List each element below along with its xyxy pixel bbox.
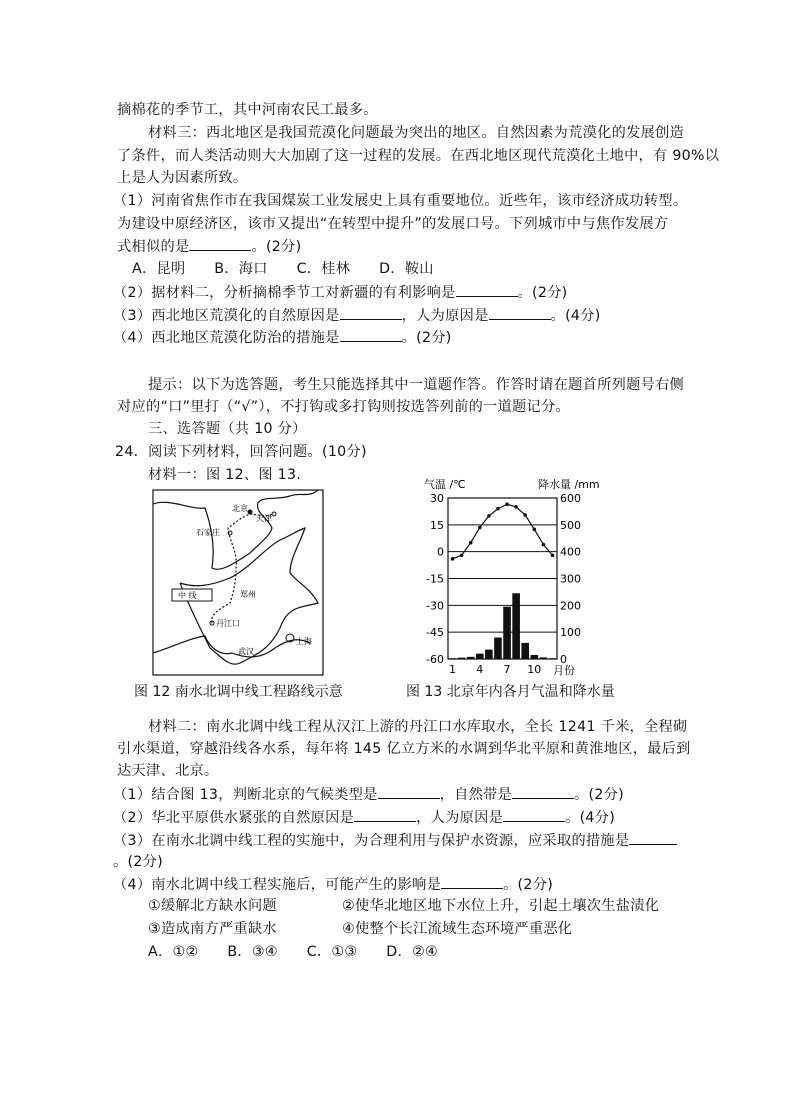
option-c: C．①③ (306, 944, 358, 960)
statement-2: ②使华北地区地下水位上升，引起土壤次生盐渍化 (342, 898, 660, 914)
text-line: 对应的“口”里打（“√”），不打钩或多打钩则按选答列前的一道题记分。 (117, 399, 570, 415)
notice: 提示：以下为选答题，考生只能选择其中一道题作答。作答时请在题首所列题号右侧 (148, 377, 685, 393)
x-axis-title: 月份 (553, 664, 575, 677)
temperature-point (478, 526, 482, 530)
left-tick-label: -15 (426, 572, 444, 586)
temperature-point (542, 543, 546, 547)
precipitation-bar (512, 593, 520, 659)
left-axis-title: 气温 /℃ (424, 478, 466, 491)
text: 。(4分) (565, 810, 616, 826)
question-24-3 (113, 830, 677, 851)
x-tick-label: 7 (503, 663, 511, 676)
option-d: D．鞍山 (379, 261, 434, 277)
text: ，人为原因是 (416, 810, 504, 826)
precipitation-bar (485, 650, 493, 659)
temperature-point (496, 507, 500, 511)
text: （1）结合图 13，判断北京的气候类型是 (113, 787, 378, 803)
answer-blank[interactable] (354, 807, 416, 822)
temperature-point (487, 514, 491, 518)
temperature-point (469, 541, 473, 545)
section-title: 三、选答题（共 10 分） (148, 421, 307, 437)
temperature-point (532, 528, 536, 532)
text-line: 引水渠道，穿越沿线各水系，每年将 145 亿立方米的水调到华北平原和黄淮地区，最后到 (117, 741, 691, 757)
city-label: 上海 (296, 637, 312, 646)
question-24-2 (113, 807, 615, 828)
text: （2）华北平原供水紧张的自然原因是 (113, 810, 355, 826)
city-label: 天津 (256, 514, 272, 523)
option-c: C．桂林 (296, 261, 351, 277)
left-tick-label: -30 (426, 599, 444, 613)
temperature-point (451, 557, 455, 561)
text: 。(2分) (503, 877, 554, 893)
right-tick-label: 600 (560, 492, 581, 505)
precipitation-bar (494, 638, 502, 659)
city-label: 北京 (232, 504, 248, 513)
temperature-point (514, 505, 518, 509)
text: （4）西北地区荒漠化防治的措施是 (113, 330, 340, 346)
left-tick-label: 15 (430, 518, 444, 532)
temperature-point (551, 553, 555, 557)
text-line: 。(2分) (113, 854, 163, 870)
question-24-1 (113, 784, 624, 805)
text-line: 摘棉花的季节工，其中河南农民工最多。 (117, 102, 378, 118)
material-3: 材料三：西北地区是我国荒漠化问题最为突出的地区。自然因素为荒漠化的发展创造 (148, 125, 685, 141)
x-tick-label: 4 (476, 663, 484, 676)
text: 。(2分) (574, 787, 625, 803)
text: （4）南水北调中线工程实施后，可能产生的影响是 (113, 877, 442, 893)
statement-3: ③造成南方严重缺水 (148, 921, 277, 937)
text: ，自然带是 (439, 787, 513, 803)
right-tick-label: 200 (560, 599, 581, 613)
climate-chart (400, 470, 630, 680)
question-24: 24．阅读下列材料，回答问题。(10分) (115, 444, 367, 460)
city-label: 武汉 (238, 647, 254, 656)
temperature-point (505, 502, 509, 506)
answer-blank[interactable] (503, 807, 565, 822)
text-line: 了条件，而人类活动则大大加剧了这一过程的发展。在西北地区现代荒漠化土地中，有 90%以 (117, 148, 720, 164)
left-tick-label: 30 (430, 492, 444, 505)
statement-1: ①缓解北方缺水问题 (148, 898, 277, 914)
figure-12-caption: 图 12 南水北调中线工程路线示意 (134, 684, 343, 700)
route-label: 中 线 (178, 591, 197, 600)
question-1: （1）河南省焦作市在我国煤炭工业发展史上具有重要地位。近些年，该市经济成功转型。 (113, 193, 688, 209)
answer-blank[interactable] (378, 784, 440, 799)
text-line (117, 236, 301, 257)
right-axis-title: 降水量 /mm (538, 478, 600, 491)
material-1: 材料一：图 12、图 13. (148, 467, 302, 483)
answer-blank[interactable] (340, 327, 402, 342)
left-tick-label: 0 (437, 545, 444, 559)
text: ，人为原因是 (401, 308, 489, 324)
answer-blank[interactable] (340, 305, 402, 320)
question-3 (113, 305, 601, 326)
answer-blank[interactable] (489, 305, 551, 320)
city-dot (248, 510, 253, 515)
route-map (150, 488, 326, 678)
left-tick-label: -60 (426, 653, 444, 666)
answer-blank[interactable] (456, 282, 518, 297)
option-a: A．①② (148, 944, 199, 960)
precipitation-bar (530, 655, 538, 659)
options-row (132, 259, 434, 279)
question-24-4 (113, 874, 553, 895)
right-tick-label: 300 (560, 572, 581, 586)
text: （3）西北地区荒漠化的自然原因是 (113, 308, 340, 324)
figure-13-caption: 图 13 北京年内各月气温和降水量 (406, 684, 615, 700)
city-label: 郑州 (240, 590, 256, 599)
temperature-point (523, 513, 527, 517)
text: 。(2分) (251, 239, 302, 255)
text: 。(2分) (401, 330, 452, 346)
precipitation-bar (521, 643, 529, 659)
city-label: 石家庄 (196, 528, 220, 537)
text: （3）在南水北调中线工程的实施中，为合理利用与保护水资源，应采取的措施是 (113, 833, 630, 849)
text-line: 为建设中原经济区，该市又提出“在转型中提升”的发展口号。下列城市中与焦作发展方 (117, 216, 669, 232)
text: （2）据材料二，分析摘棉季节工对新疆的有利影响是 (113, 285, 456, 301)
question-2 (113, 282, 568, 303)
answer-blank[interactable] (441, 874, 503, 889)
answer-blank[interactable] (629, 830, 677, 845)
text-line: 达天津、北京。 (117, 763, 219, 779)
text-line: 上是人为因素所致。 (117, 170, 248, 186)
temperature-line (453, 504, 553, 559)
option-b: B．海口 (214, 261, 268, 277)
x-tick-label: 1 (449, 663, 457, 676)
right-tick-label: 100 (560, 626, 581, 640)
option-a: A．昆明 (132, 261, 186, 277)
text: 。(4分) (550, 308, 601, 324)
right-tick-label: 500 (560, 518, 581, 532)
question-4 (113, 327, 452, 348)
options-row (148, 942, 438, 962)
precipitation-bar (503, 607, 511, 659)
left-tick-label: -45 (426, 626, 444, 640)
x-tick-label: 10 (527, 663, 542, 676)
option-d: D．②④ (386, 944, 439, 960)
option-b: B．③④ (227, 944, 278, 960)
answer-blank[interactable] (189, 236, 251, 251)
temperature-point (460, 553, 464, 557)
right-tick-label: 400 (560, 545, 581, 559)
text: 。(2分) (517, 285, 568, 301)
precipitation-bar (476, 654, 484, 659)
material-2: 材料二：南水北调中线工程从汉江上游的丹江口水库取水，全长 1241 千米，全程砌 (148, 719, 688, 735)
right-tick-label: 0 (560, 653, 567, 666)
city-label: 丹江口 (216, 619, 240, 628)
text: 式相似的是 (117, 239, 190, 255)
answer-blank[interactable] (512, 784, 574, 799)
statement-4: ④使整个长江流域生态环境严重恶化 (342, 921, 573, 937)
